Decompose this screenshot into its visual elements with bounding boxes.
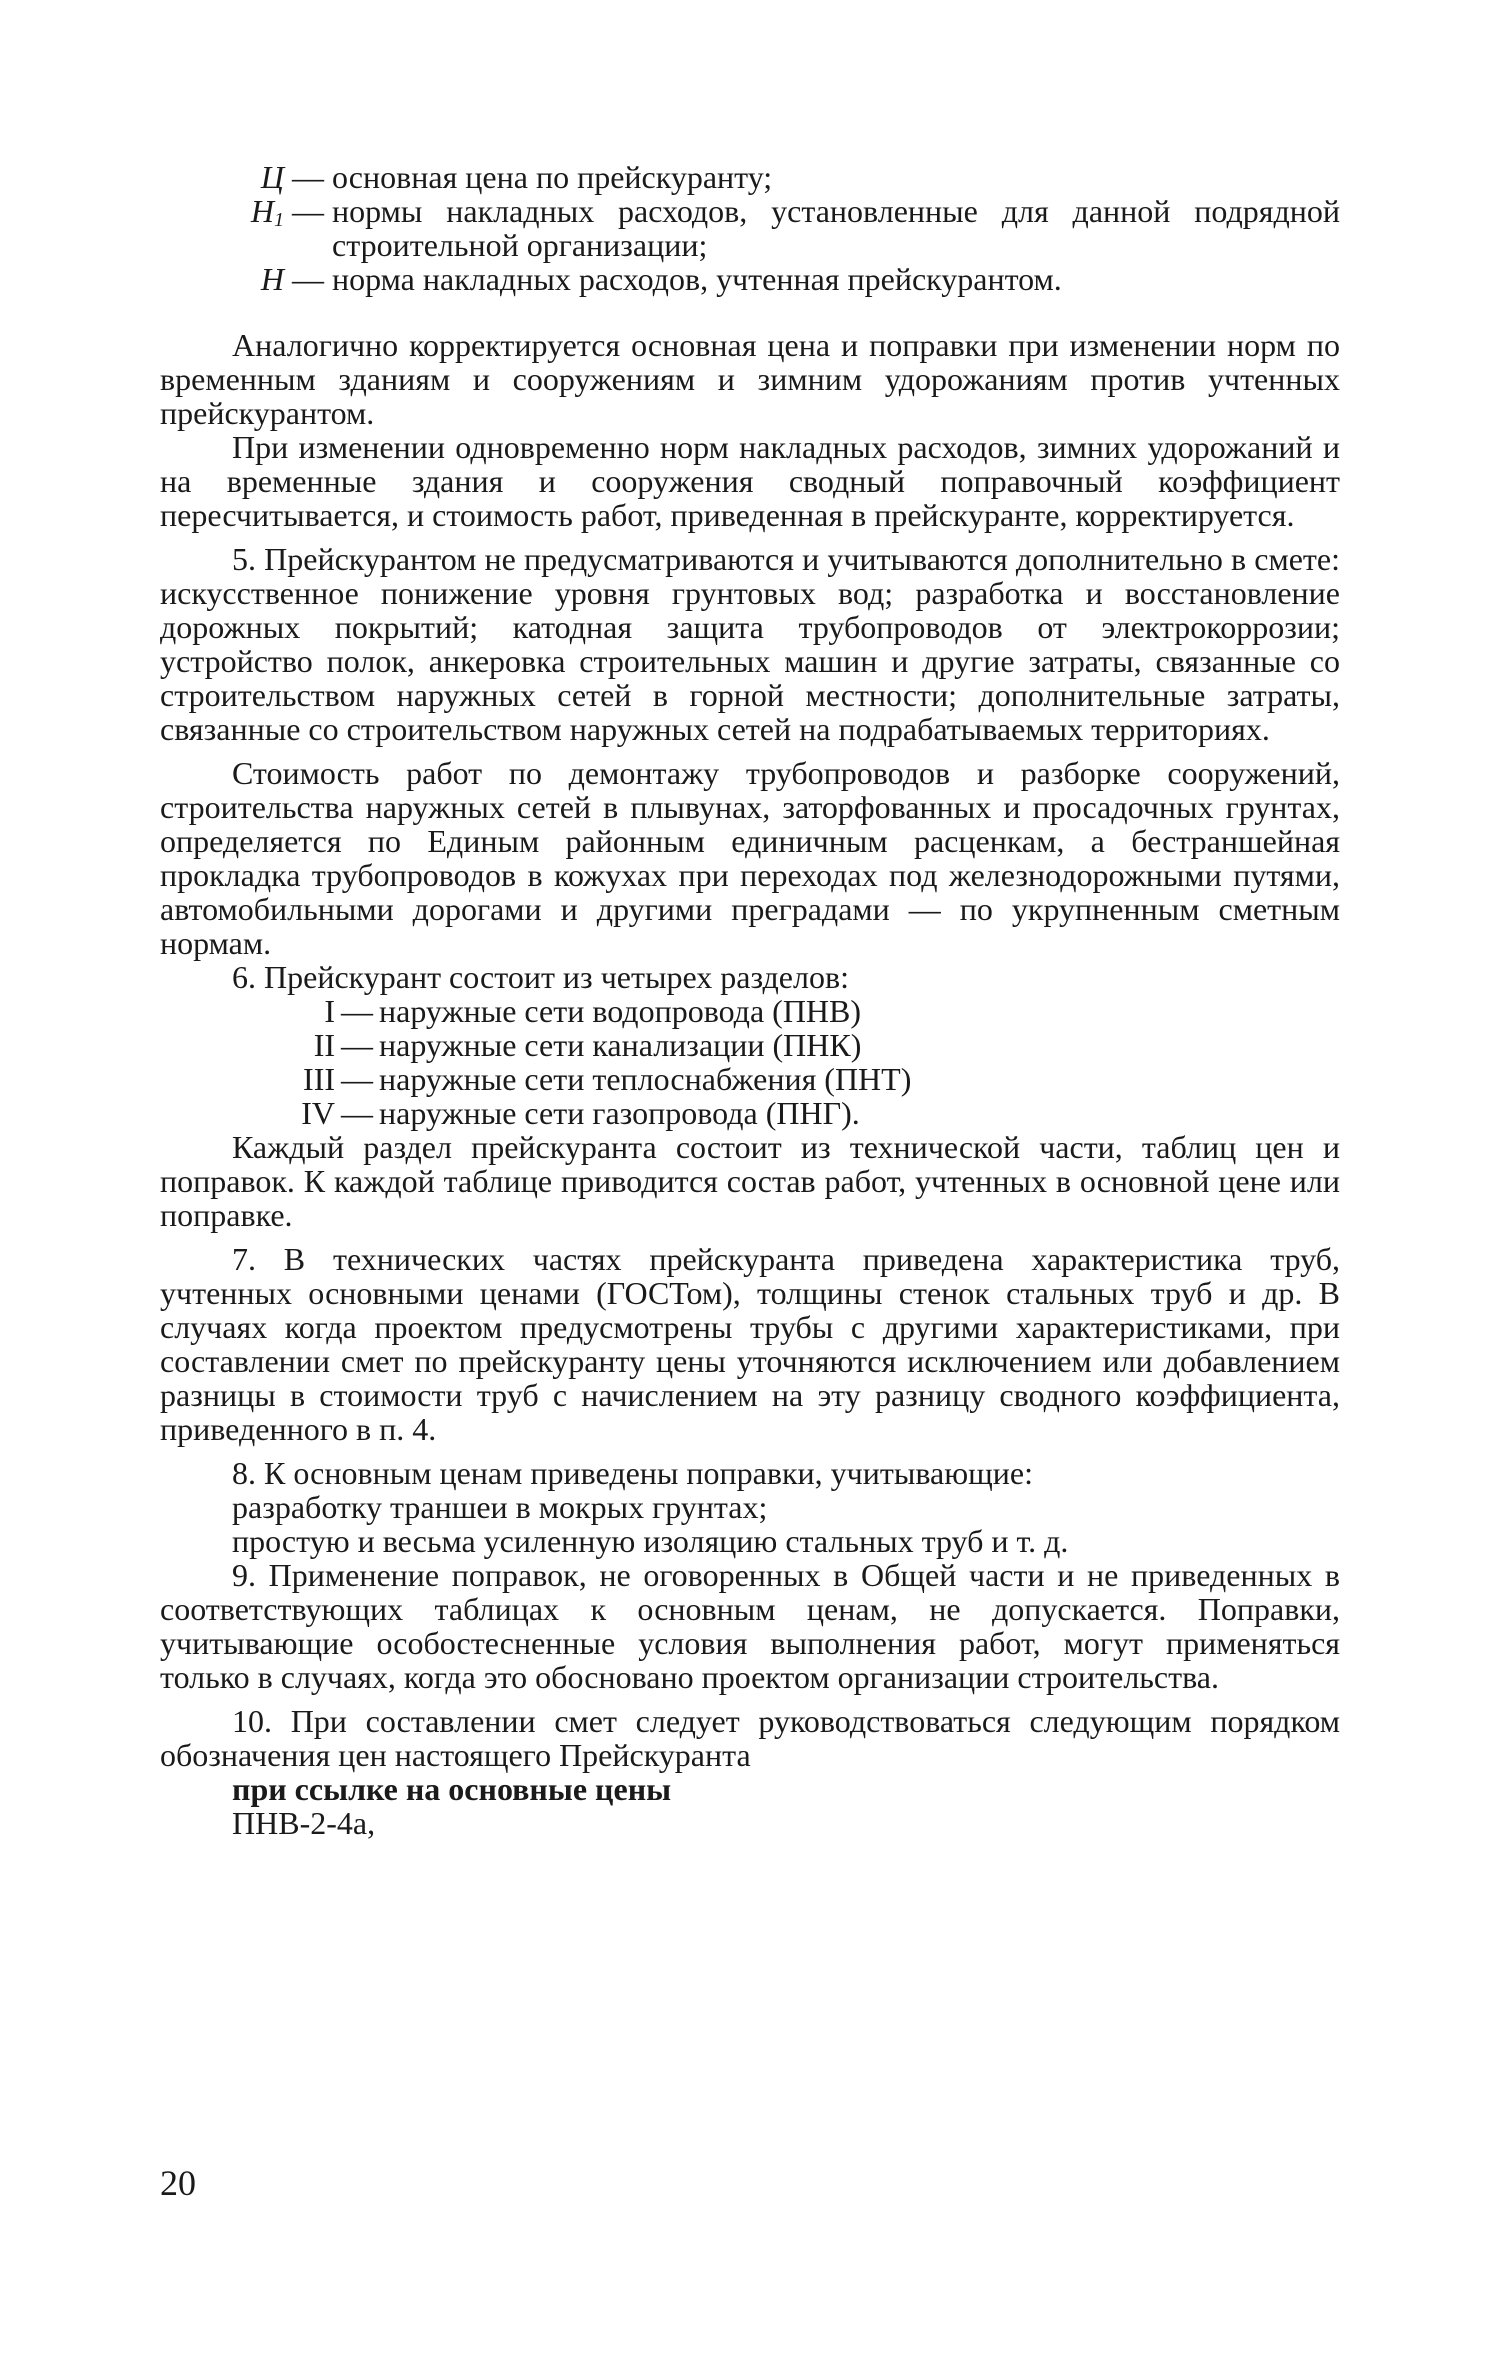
paragraph-10: 10. При составлении смет следует руководствоваться следующим порядком обозначения цен настоящего Прейскуранта: [160, 1703, 1340, 1773]
paragraph-5: 5. Прейскурантом не предусматриваются и учитываются дополнительно в смете: искусственное понижение уровня грунтовых вод; разработка и восстановление дорожных покрытий; катодная защита трубопроводов от электрокоррозии; устройство полок, анкеровка строительных машин и другие затраты, связанные со строительством наружных сетей в горной местности; дополнительные затраты, связанные со строительством наружных сетей на подрабатываемых территориях.: [160, 541, 1340, 747]
paragraph: Стоимость работ по демонтажу трубопроводов и разборке сооружений, строительства наружных сетей в плывунах, заторфованных и просадочных грунтах, определяется по Единым районным единичным расценкам, а бестраншейная прокладка трубопроводов в кожухах при переходах под железнодорожными путями, автомобильными дорогами и другими преградами — по укрупненным сметным нормам.: [160, 755, 1340, 961]
page-number: 20: [160, 2163, 196, 2203]
definition-symbol: Н: [260, 261, 284, 297]
paragraph: Аналогично корректируется основная цена и поправки при изменении норм по временным зданиям и сооружениям и зимним удорожаниям против учтенных прейскурантом.: [160, 327, 1340, 431]
list-item: разработку траншеи в мокрых грунтах;: [232, 1489, 768, 1525]
paragraph-6: 6. Прейскурант состоит из четырех разделов:: [232, 959, 849, 995]
definition-item: Ц — основная цена по прейскуранту;: [232, 160, 1340, 194]
paragraph-8: 8. К основным ценам приведены поправки, учитывающие:: [232, 1455, 1034, 1491]
price-code: ПНВ-2-4а,: [232, 1805, 376, 1841]
paragraph-9: 9. Применение поправок, не оговоренных в Общей части и не приведенных в соответствующих таблицах к основным ценам, не допускается. Поправки, учитывающие особостесненные условия выполнения работ, могут применяться только в случаях, когда это обосновано проектом организации строительства.: [160, 1557, 1340, 1695]
symbol-definitions: [232, 160, 1340, 296]
definition-item: $Н_1$ — нормы накладных расходов, установленные для данной подрядной строительной организации;: [232, 194, 1340, 262]
paragraph: Каждый раздел прейскуранта состоит из технической части, таблиц цен и поправок. К каждой таблице приводится состав работ, учтенных в основной цене или поправке.: [160, 1129, 1340, 1233]
section-list: [255, 994, 1340, 1130]
section-item: I — наружные сети водопровода (ПНВ): [324, 993, 862, 1029]
paragraph-7: 7. В технических частях прейскуранта приведена характеристика труб, учтенных основными ценами (ГОСТом), толщины стенок стальных труб и др. В случаях когда проектом предусмотрены трубы с другими характеристиками, при составлении смет по прейскуранту цены уточняются исключением или добавлением разницы в стоимости труб с начислением на эту разницу сводного коэффициента, приведенного в п. 4.: [160, 1241, 1340, 1447]
definition-item: Н — норма накладных расходов, учтенная прейскурантом.: [232, 262, 1340, 296]
section-item: III — наружные сети теплоснабжения (ПНТ): [303, 1061, 912, 1097]
definition-symbol: Ц: [260, 159, 284, 195]
section-item: IV — наружные сети газопровода (ПНГ).: [301, 1095, 860, 1131]
definition-text: основная цена по прейскуранту;: [332, 159, 773, 195]
definition-text: норма накладных расходов, учтенная прейскурантом.: [332, 261, 1062, 297]
section-item: II — наружные сети канализации (ПНК): [313, 1027, 862, 1063]
paragraph: При изменении одновременно норм накладных расходов, зимних удорожаний и на временные здания и сооружения сводный поправочный коэффициент пересчитывается, и стоимость работ, приведенная в прейскуранте, корректируется.: [160, 429, 1340, 533]
definition-symbol: $Н_1$: [250, 193, 284, 231]
definition-text: нормы накладных расходов, установленные для данной подрядной строительной организации;: [332, 193, 1340, 263]
bold-subheading: при ссылке на основные цены: [232, 1771, 672, 1807]
list-item: простую и весьма усиленную изоляцию стальных труб и т. д.: [232, 1523, 1069, 1559]
page-body: [160, 160, 1340, 1840]
